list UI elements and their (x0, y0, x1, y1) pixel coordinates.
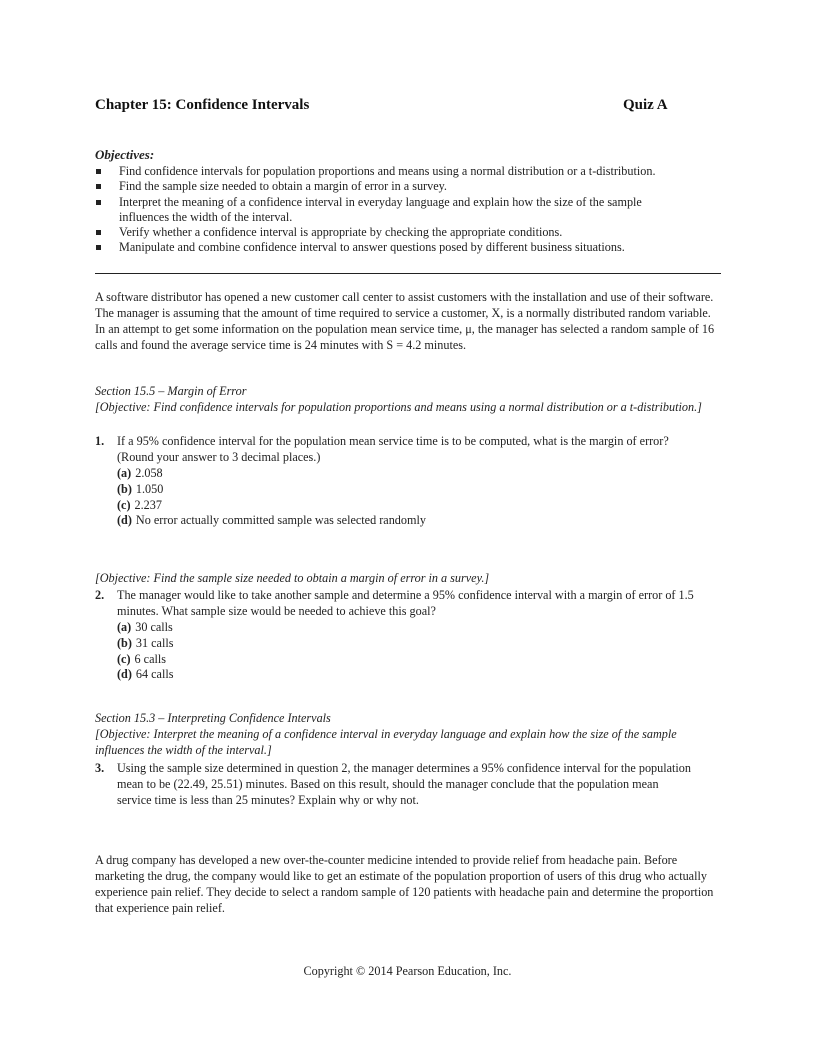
objectives-label: Objectives: (95, 147, 155, 162)
answer-options (117, 620, 725, 683)
objective-item: Manipulate and combine confidence interval to answer questions posed by different business situations. (95, 240, 725, 255)
objective-item: Find confidence intervals for population proportions and means using a normal distribution or a t-distribution. (95, 164, 725, 179)
section-objective: [Objective: Find confidence intervals for population proportions and means using a normal distribution or a t-distribution.] (95, 400, 702, 414)
section-15-3 (95, 710, 705, 758)
objectives-list (95, 164, 725, 256)
objective-item: Verify whether a confidence interval is appropriate by checking the appropriate conditions. (95, 225, 725, 240)
scenario-call-center: A software distributor has opened a new customer call center to assist customers with the installation and use of their software. The manager is assuming that the amount of time required to service a customer, X, is a normally distributed random variable. In an attempt to get some information on the population mean service time, μ, the manager has selected a random sample of 16 calls and found the average service time is 24 minutes with S = 4.2 minutes. (95, 290, 715, 352)
option-d: (d) No error actually committed sample was selected randomly (117, 513, 426, 528)
bullet-icon (96, 245, 101, 250)
question-number: 3. (95, 761, 105, 775)
chapter-title: Chapter 15: Confidence Intervals (95, 97, 310, 113)
option-c: (c) 2.237 (117, 497, 162, 512)
objective-item: Interpret the meaning of a confidence interval in everyday language and explain how the size of the sample influences the width of the interval. (95, 195, 694, 226)
option-c: (c) 6 calls (117, 651, 167, 666)
option-a: (a) 2.058 (117, 466, 163, 480)
question-text: Using the sample size determined in question 2, the manager determines a 95% confidence interval for the population mean to be (22.49, 25.51) minutes. Based on this result, should the manager conclude that the population mean service time is less than 25 minutes? Explain why or why not. (117, 761, 691, 807)
option-b: (b) 31 calls (117, 635, 174, 650)
section-objective: [Objective: Interpret the meaning of a confidence interval in everyday language and explain how the size of the sample influences the width of the interval.] (95, 727, 677, 757)
quiz-label: Quiz A (623, 97, 668, 113)
question-text: The manager would like to take another sample and determine a 95% confidence interval with a margin of error of 1.5 minutes. What sample size would be needed to achieve this goal? (117, 588, 694, 618)
section-15-5 (95, 383, 705, 415)
question-number: 1. (95, 434, 105, 448)
copyright-footer: Copyright © 2014 Pearson Education, Inc. (303, 964, 512, 978)
section-title: Section 15.3 – Interpreting Confidence Intervals (95, 711, 331, 725)
section-title: Section 15.5 – Margin of Error (95, 384, 247, 398)
bullet-icon (96, 184, 101, 189)
scenario-drug-company: A drug company has developed a new over-the-counter medicine intended to provide relief from headache pain. Before marketing the drug, the company would like to get an estimate of the population proportion of users of this drug who actually experience pain relief. They decide to select a random sample of 120 patients with headache pain and determine the proportion that experience pain relief. (95, 853, 714, 915)
question-text: If a 95% confidence interval for the population mean service time is to be computed, what is the margin of error? (Round your answer to 3 decimal places.) (117, 434, 669, 464)
answer-options (117, 466, 725, 529)
option-d: (d) 64 calls (117, 667, 174, 682)
divider-rule (95, 273, 721, 274)
question-1 (95, 433, 725, 529)
question-3 (95, 760, 725, 808)
bullet-icon (96, 230, 101, 235)
objectives-section (95, 147, 725, 256)
question-2-objective: [Objective: Find the sample size needed to obtain a margin of error in a survey.] (95, 571, 490, 585)
objective-item: Find the sample size needed to obtain a margin of error in a survey. (95, 179, 725, 194)
question-number: 2. (95, 588, 105, 602)
bullet-icon (96, 200, 101, 205)
question-2 (95, 587, 725, 683)
bullet-icon (96, 169, 101, 174)
option-a: (a) 30 calls (117, 620, 173, 634)
option-b: (b) 1.050 (117, 481, 164, 496)
